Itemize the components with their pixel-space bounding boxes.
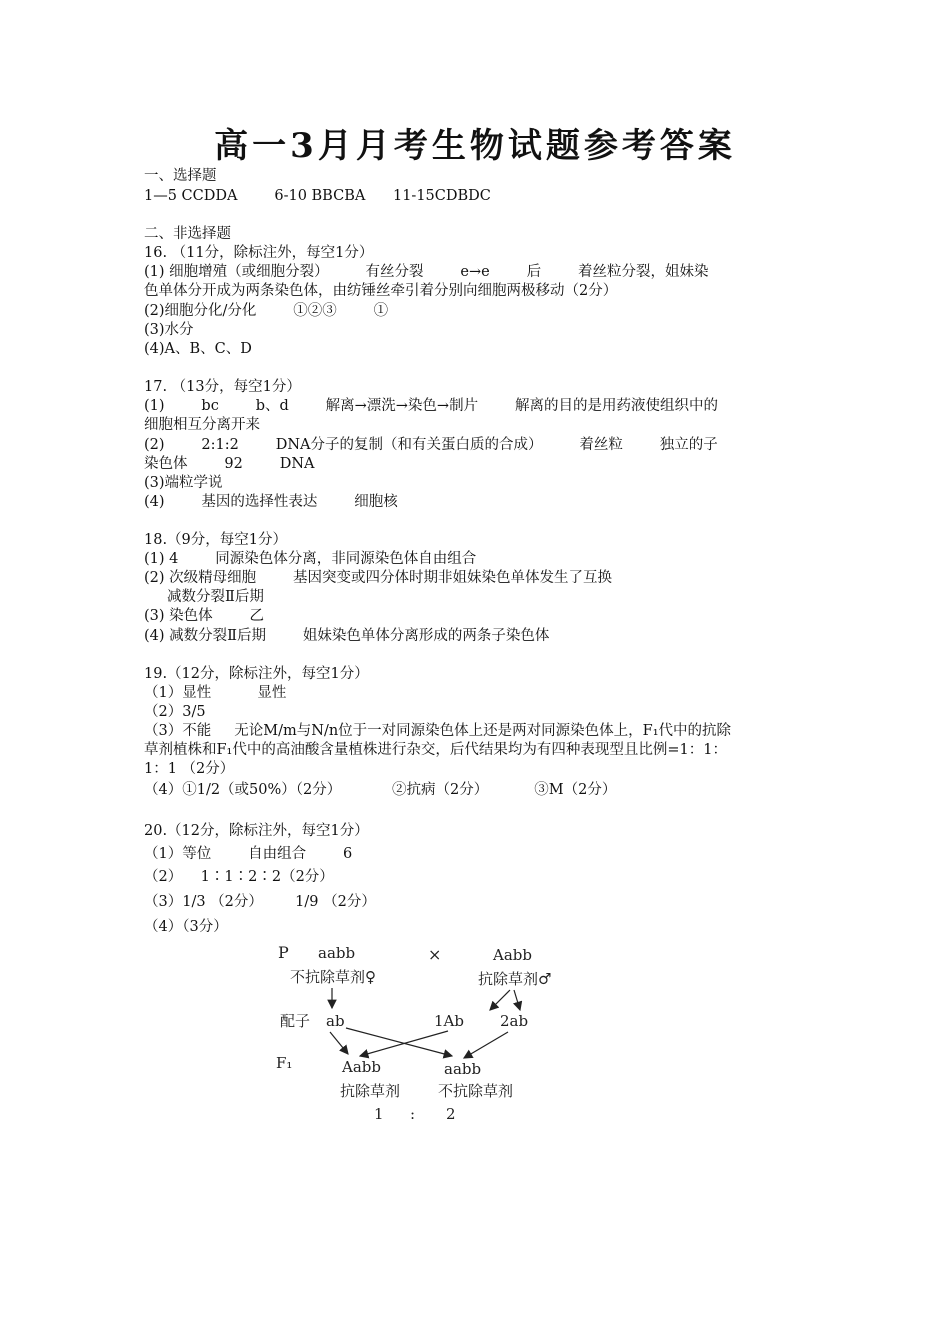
- answer-line: (4) 减数分裂Ⅱ后期 姐妹染色单体分离形成的两条子染色体: [144, 628, 550, 644]
- page-title: 高一3月月考生物试题参考答案: [214, 126, 736, 166]
- answer-line: （2）3/5: [144, 704, 206, 720]
- answer-line: 染色体 92 DNA: [144, 456, 315, 472]
- arrow-p2-to-gamete-ab: [490, 990, 510, 1010]
- answer-line: （1）等位 自由组合 6: [144, 846, 353, 862]
- answer-line: (3)水分: [144, 322, 194, 338]
- section-heading: 一、选择题: [144, 168, 217, 184]
- question-heading: 17. （13分，每空1分）: [144, 379, 301, 395]
- answer-line: (4)A、B、C、D: [144, 341, 252, 357]
- answer-line: (1) bc b、d 解离→漂洗→染色→制片 解离的目的是用药液使组织中的: [144, 398, 718, 414]
- f1-phenotype-resistant: 抗除草剂: [340, 1082, 401, 1100]
- answer-line: (1) 4 同源染色体分离，非同源染色体自由组合: [144, 551, 477, 567]
- answer-line: （2） 1∶1∶2∶2（2分）: [144, 869, 334, 885]
- answer-line: 1—5 CCDDA 6-10 BBCBA 11-15CDBDC: [144, 188, 491, 204]
- arrow-ab-to-aabb: [346, 1028, 452, 1056]
- question-heading: 20.（12分，除标注外，每空1分）: [144, 823, 369, 839]
- question-heading: 19.（12分，除标注外，每空1分）: [144, 666, 369, 682]
- f1-label: F₁: [276, 1054, 293, 1072]
- genetic-cross-diagram: [268, 938, 568, 1128]
- answer-line: (2)细胞分化/分化 ①②③ ①: [144, 303, 389, 319]
- p-label: P: [278, 943, 289, 962]
- gamete-ab: ab: [326, 1012, 345, 1030]
- ratio-right: 2: [446, 1105, 456, 1123]
- parent2-phenotype: 抗除草剂♂: [478, 970, 552, 988]
- answer-line: 色单体分开成为两条染色体，由纺锤丝牵引着分别向细胞两极移动（2分）: [144, 283, 618, 299]
- ratio-colon: :: [410, 1105, 416, 1123]
- cross-symbol: ×: [428, 945, 442, 964]
- f1-phenotype-not-resistant: 不抗除草剂: [438, 1082, 514, 1100]
- answer-line: （3）不能 无论M/m与N/n位于一对同源染色体上还是两对同源染色体上，F₁代中的抗除: [144, 723, 732, 739]
- gamete-2ab: 2ab: [500, 1012, 529, 1030]
- gamete-label: 配子: [280, 1012, 311, 1030]
- f1-genotype-Aabb: Aabb: [342, 1058, 381, 1076]
- f1-genotype-aabb: aabb: [444, 1060, 482, 1078]
- answer-line: (4) 基因的选择性表达 细胞核: [144, 494, 398, 510]
- question-heading: 16. （11分，除标注外，每空1分）: [144, 245, 374, 261]
- arrow-ab-to-Aabb: [330, 1032, 348, 1054]
- answer-line: 减数分裂Ⅱ后期: [144, 589, 264, 605]
- answer-line: 草剂植株和F₁代中的高油酸含量植株进行杂交，后代结果均为有四种表现型且比例=1：1：: [144, 742, 727, 758]
- answer-line: (1) 细胞增殖（或细胞分裂） 有丝分裂 e→e 后 着丝粒分裂，姐妹染: [144, 264, 709, 280]
- question-heading: 18.（9分，每空1分）: [144, 532, 288, 548]
- answer-line: (2) 2:1:2 DNA分子的复制（和有关蛋白质的合成） 着丝粒 独立的子: [144, 437, 718, 453]
- answer-line: （1）显性 显性: [144, 685, 287, 701]
- answer-line: （3）1/3 （2分） 1/9 （2分）: [144, 894, 376, 910]
- ratio-left: 1: [374, 1105, 384, 1123]
- answer-line: 细胞相互分离开来: [144, 417, 260, 433]
- gamete-1Ab: 1Ab: [434, 1012, 464, 1030]
- answer-line: （4）（3分）: [144, 919, 228, 935]
- parent2-genotype: Aabb: [493, 946, 532, 964]
- arrow-2ab-to-aabb: [464, 1032, 508, 1058]
- parent1-phenotype: 不抗除草剂♀: [290, 968, 376, 986]
- answer-line: （4）①1/2（或50%）（2分） ②抗病（2分） ③M（2分）: [144, 782, 617, 798]
- answer-line: (2) 次级精母细胞 基因突变或四分体时期非姐妹染色单体发生了互换: [144, 570, 613, 586]
- answer-line: (3) 染色体 乙: [144, 608, 265, 624]
- arrow-p2-to-gamete-2ab: [514, 990, 520, 1010]
- answer-line: 1：1 （2分）: [144, 761, 235, 777]
- section-heading: 二、非选择题: [144, 226, 231, 242]
- answer-line: (3)端粒学说: [144, 475, 223, 491]
- parent1-genotype: aabb: [318, 944, 356, 962]
